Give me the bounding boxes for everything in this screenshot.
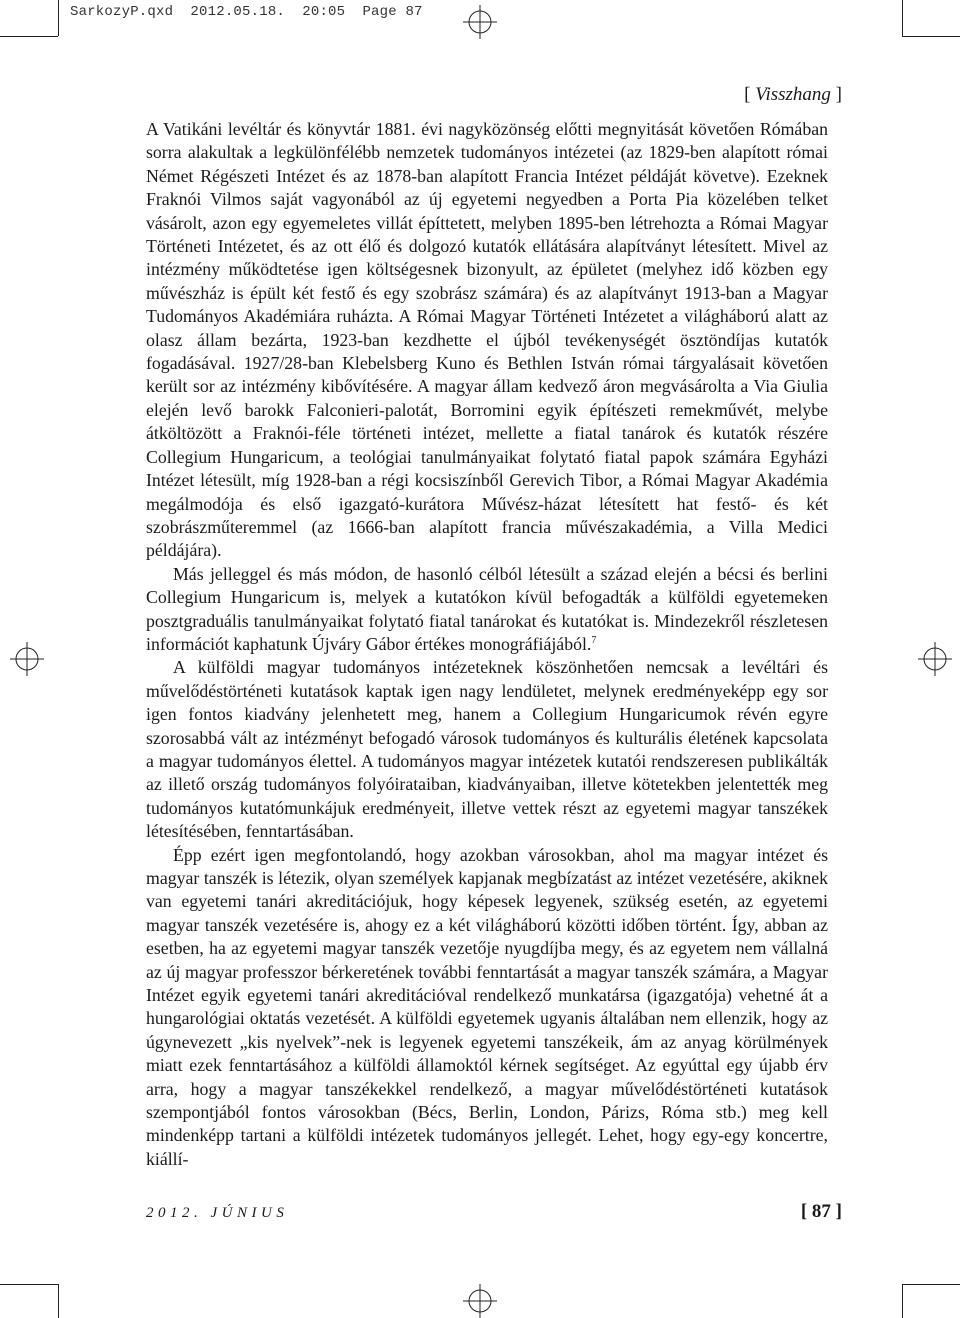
crop-mark-right-upper xyxy=(902,36,960,37)
paragraph: A Vatikáni levéltár és könyvtár 1881. évi nagyközönség előtti megnyitását követően Rómában sorra alakultak a legkülönfélébb nemzetek tudományos intézetei (az 1829-ben alapított római Német Régészeti Intézet és az 1878-ban alapított Francia Intézet példáját követve). Ezeknek Fraknói Vilmos saját vagyonából az új egyetemi negyedben a Porta Pia közelében telket vásárolt, azon egy egyemeletes villát építtetett, melyben 1895-ben létrehozta a Római Magyar Történeti Intézetet, és az ott élő és dolgozó kutatók ellátására alapítványt létesített. Mivel az intézmény működtetése igen költségesnek bizonyult, az épületet (melyhez idő közben egy művészház is épült két festő és egy szobrász számára) és az alapítványt 1913-ban a Magyar Tudományos Akadémiára ruházta. A Római Magyar Történeti Intézetet a világháború alatt az olasz állam bezárta, 1923-ban kezdhette el újból tevékenységét ösztöndíjas kutatók fogadásával. 1927/28-ban Klebelsberg Kuno és Bethlen István római tárgyalásait követően került sor az intézmény kibővítésére. A magyar állam kedvező áron megvásárolta a Via Giulia elején levő barokk Falconieri-palotát, Borromini egyik építészeti remekművét, melybe átköltözött a Fraknói-féle történeti intézet, mellette a fiatal tanárok és kutatók részére Collegium Hungaricum, a teológiai tanulmányaikat folytató fiatal papok számára Egyházi Intézet létesült, míg 1928-ban a régi kocsiszínből Gerevich Tibor, a Római Magyar Akadémia megálmodója és első igazgató-kurátora Művész-házat létesített hat festő- és két szobrászműteremmel (az 1666-ban alapított francia művészakadémia, a Villa Medici példájára). xyxy=(146,119,828,561)
crop-mark-left-upper xyxy=(0,36,58,37)
registration-mark-left xyxy=(10,642,44,676)
paragraph xyxy=(146,563,828,657)
paragraph: Épp ezért igen megfontolandó, hogy azokban városokban, ahol ma magyar intézet és magyar tanszék is létezik, olyan személyek kapjanak megbízatást az intézet vezetésére, akiknek van egyetemi tanári akreditációjuk, hogy képesek legyenek, szükség esetén, az egyetemi magyar tanszék vezetésére is, ahogy ez a két világháború közötti időben történt. Így, abban az esetben, ha az egyetemi magyar tanszék vezetője nyugdíjba megy, és az egyetem nem vállalná az új magyar professzor bérkeretének további fenntartását a magyar tanszék számára, a Magyar Intézet egyik egyetemi tanári akreditációval rendelkező munkatársa (igazgatója) vehetné át a hungarológiai oktatás vezetését. A külföldi egyetemek ugyanis általában nem ellenzik, hogy az úgynevezett „kis nyelvek”-nek is legyenek egyetemi tanszékeik, ám az anyag körülmények miatt ezek fenntartásához a külföldi államoktól kérnek segítséget. Az egyúttal egy újabb érv arra, hogy a magyar tanszékekkel rendelkező, a magyar művelődéstörténeti kutatások szempontjából fontos városokban (Bécs, Berlin, London, Párizs, Róma stb.) meg kell mindenképp tartani a külföldi intézetek tudományos jellegét. Lehet, hogy egy-egy koncertre, kiállí- xyxy=(146,844,828,1169)
crop-mark-bottom-left xyxy=(58,1284,59,1318)
crop-mark-right-lower xyxy=(902,1284,960,1285)
crop-mark-bottom-right xyxy=(902,1284,903,1318)
issue-date: 2012. JÚNIUS xyxy=(146,1205,289,1221)
print-slug: SarkozyP.qxd 2012.05.18. 20:05 Page 87 xyxy=(70,4,423,20)
registration-mark-bottom xyxy=(463,1284,497,1318)
crop-mark-top-right xyxy=(902,0,903,36)
registration-mark-right xyxy=(918,642,952,676)
section-title: Visszhang xyxy=(755,84,831,105)
article-body xyxy=(146,118,828,1171)
bracket-open: [ xyxy=(744,84,756,105)
paragraph: A külföldi magyar tudományos intézeteknek köszönhetően nemcsak a levéltári és művelődéstörténeti kutatások kaptak igen nagy lendületet, melynek eredményeképp egy sor igen fontos kiadvány jelenhetett meg, hanem a Collegium Hungaricumok révén egyre szorosabbá vált az intézményt befogadó városok tudományos és kulturális életének kapcsolata a magyar tudományos élettel. A tudományos magyar intézetek kutatói rendszeresen publikálták az illető ország tudományos folyóirataiban, kiadványaiban, illetve kötetekben jelentették meg tudományos kutatómunkájuk eredményeit, illetve vettek részt az egyetemi magyar tanszékek létesítésében, fenntartásában. xyxy=(146,657,828,842)
bracket-close: ] xyxy=(830,84,842,105)
section-label xyxy=(744,84,842,106)
footnote-reference: 7 xyxy=(591,635,597,647)
page-number-block: [ 87 ] xyxy=(800,1201,842,1222)
page-number: 87 xyxy=(811,1201,831,1222)
crop-mark-top-left xyxy=(58,0,59,36)
crop-mark-left-lower xyxy=(0,1284,58,1285)
registration-mark-top xyxy=(463,5,497,39)
paragraph-text: Más jelleggel és más módon, de hasonló célból létesült a század elején a bécsi és berlini Collegium Hungaricum is, melyek a kutatókon kívül befogadták a külföldi egyetemeken posztgraduális tanulmányaikat folytató fiatal tanárokat és kutatókat is. Mindezekről részletesen információt kaphatunk Újváry Gábor értékes monográfiájából. xyxy=(146,563,828,654)
